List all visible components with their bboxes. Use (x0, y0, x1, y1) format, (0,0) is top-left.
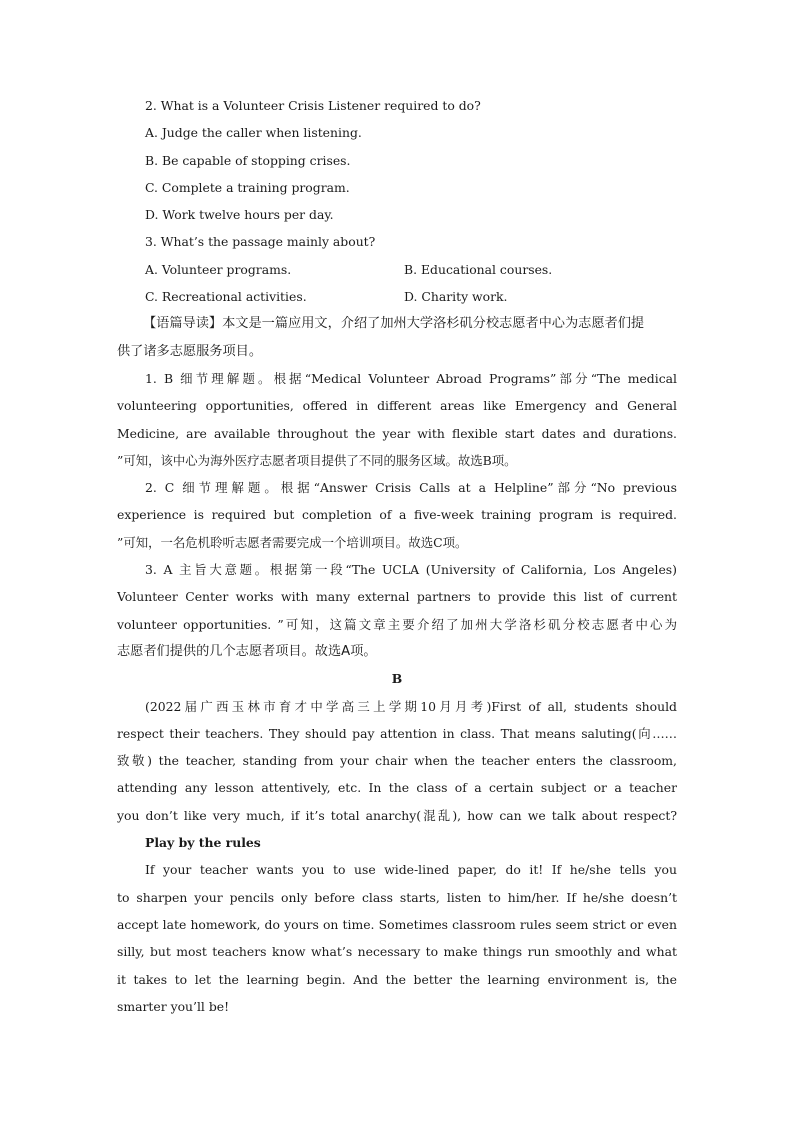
q3-option-c: C. Recreational activities. (145, 289, 307, 305)
q3-option-d: D. Charity work. (404, 289, 508, 305)
q3-options-row-1 (117, 256, 677, 283)
answer-2-line-1: 2. C 细节理解题。根据“Answer Crisis Calls at a Helpline”部分“No previous (145, 480, 677, 496)
passage-guide-line-1: 【语篇导读】本文是一篇应用文，介绍了加州大学洛杉矶分校志愿者中心为志愿者们提 (143, 316, 645, 332)
q3-option-a: A. Volunteer programs. (145, 261, 292, 277)
q2-option-a: A. Judge the caller when listening. (145, 125, 362, 141)
passage-b-p2-line-2: to sharpen your pencils only before class starts, listen to him/her. If he/she doesn’t (117, 889, 677, 905)
passage-b-p2-line-4: silly, but most teachers know what’s necessary to make things run smoothly and what (117, 944, 677, 960)
answer-3-line-3: volunteer opportunities. ”可知，这篇文章主要介绍了加州大学洛杉矶分校志愿者中心为 (117, 616, 677, 632)
answer-2-line-2: experience is required but completion of a five-week training program is required. (117, 507, 677, 523)
passage-b-p2-line-6: smarter you’ll be! (117, 998, 230, 1014)
passage-b-line-5: you don’t like very much, if it’s total anarchy(混乱), how can we talk about respect? (117, 807, 677, 823)
q3-options-row-2 (117, 283, 677, 310)
passage-b-p2-line-3: accept late homework, do yours on time. Sometimes classroom rules seem strict or even (117, 916, 677, 932)
passage-b-line-1: (2022届广西玉林市育才中学高三上学期10月月考)First of all, students should (145, 698, 677, 714)
subheading-play-by-rules: Play by the rules (145, 835, 261, 851)
q2-option-b: B. Be capable of stopping crises. (145, 152, 351, 168)
passage-b-line-2: respect their teachers. They should pay attention in class. That means saluting(向…… (117, 725, 677, 741)
question-2: 2. What is a Volunteer Crisis Listener required to do? (145, 98, 481, 113)
answer-3-line-2: Volunteer Center works with many external partners to provide this list of current (117, 589, 677, 605)
q3-option-b: B. Educational courses. (404, 261, 553, 277)
answer-1-line-2: volunteering opportunities, offered in different areas like Emergency and General (117, 398, 677, 414)
section-b-heading: B (391, 671, 403, 687)
answer-1-line-1: 1. B 细节理解题。根据“Medical Volunteer Abroad Programs”部分“The medical (145, 370, 677, 386)
answer-1-line-3: Medicine, are available throughout the year with flexible start dates and durations. (117, 425, 677, 441)
passage-guide-line-2: 供了诸多志愿服务项目。 (117, 343, 263, 359)
passage-b-line-3: 致敬) the teacher, standing from your chair when the teacher enters the classroom, (117, 753, 677, 769)
passage-b-line-4: attending any lesson attentively, etc. In the class of a certain subject or a teacher (117, 780, 677, 796)
answer-1-line-4: ”可知，该中心为海外医疗志愿者项目提供了不同的服务区域。故选B项。 (117, 452, 517, 468)
answer-3-line-1: 3. A 主旨大意题。根据第一段“The UCLA (University of California, Los Angeles) (145, 562, 677, 578)
passage-b-p2-line-1: If your teacher wants you to use wide-lined paper, do it! If he/she tells you (145, 862, 677, 878)
question-3: 3. What’s the passage mainly about? (145, 234, 376, 250)
q2-option-c: C. Complete a training program. (145, 179, 350, 195)
passage-b-p2-line-5: it takes to let the learning begin. And the better the learning environment is, the (117, 971, 677, 987)
q2-option-d: D. Work twelve hours per day. (145, 207, 334, 223)
answer-3-line-4: 志愿者们提供的几个志愿者项目。故选A项。 (117, 643, 377, 659)
answer-2-line-3: ”可知，一名危机聆听志愿者需要完成一个培训项目。故选C项。 (117, 534, 468, 550)
document-page (117, 92, 677, 1020)
